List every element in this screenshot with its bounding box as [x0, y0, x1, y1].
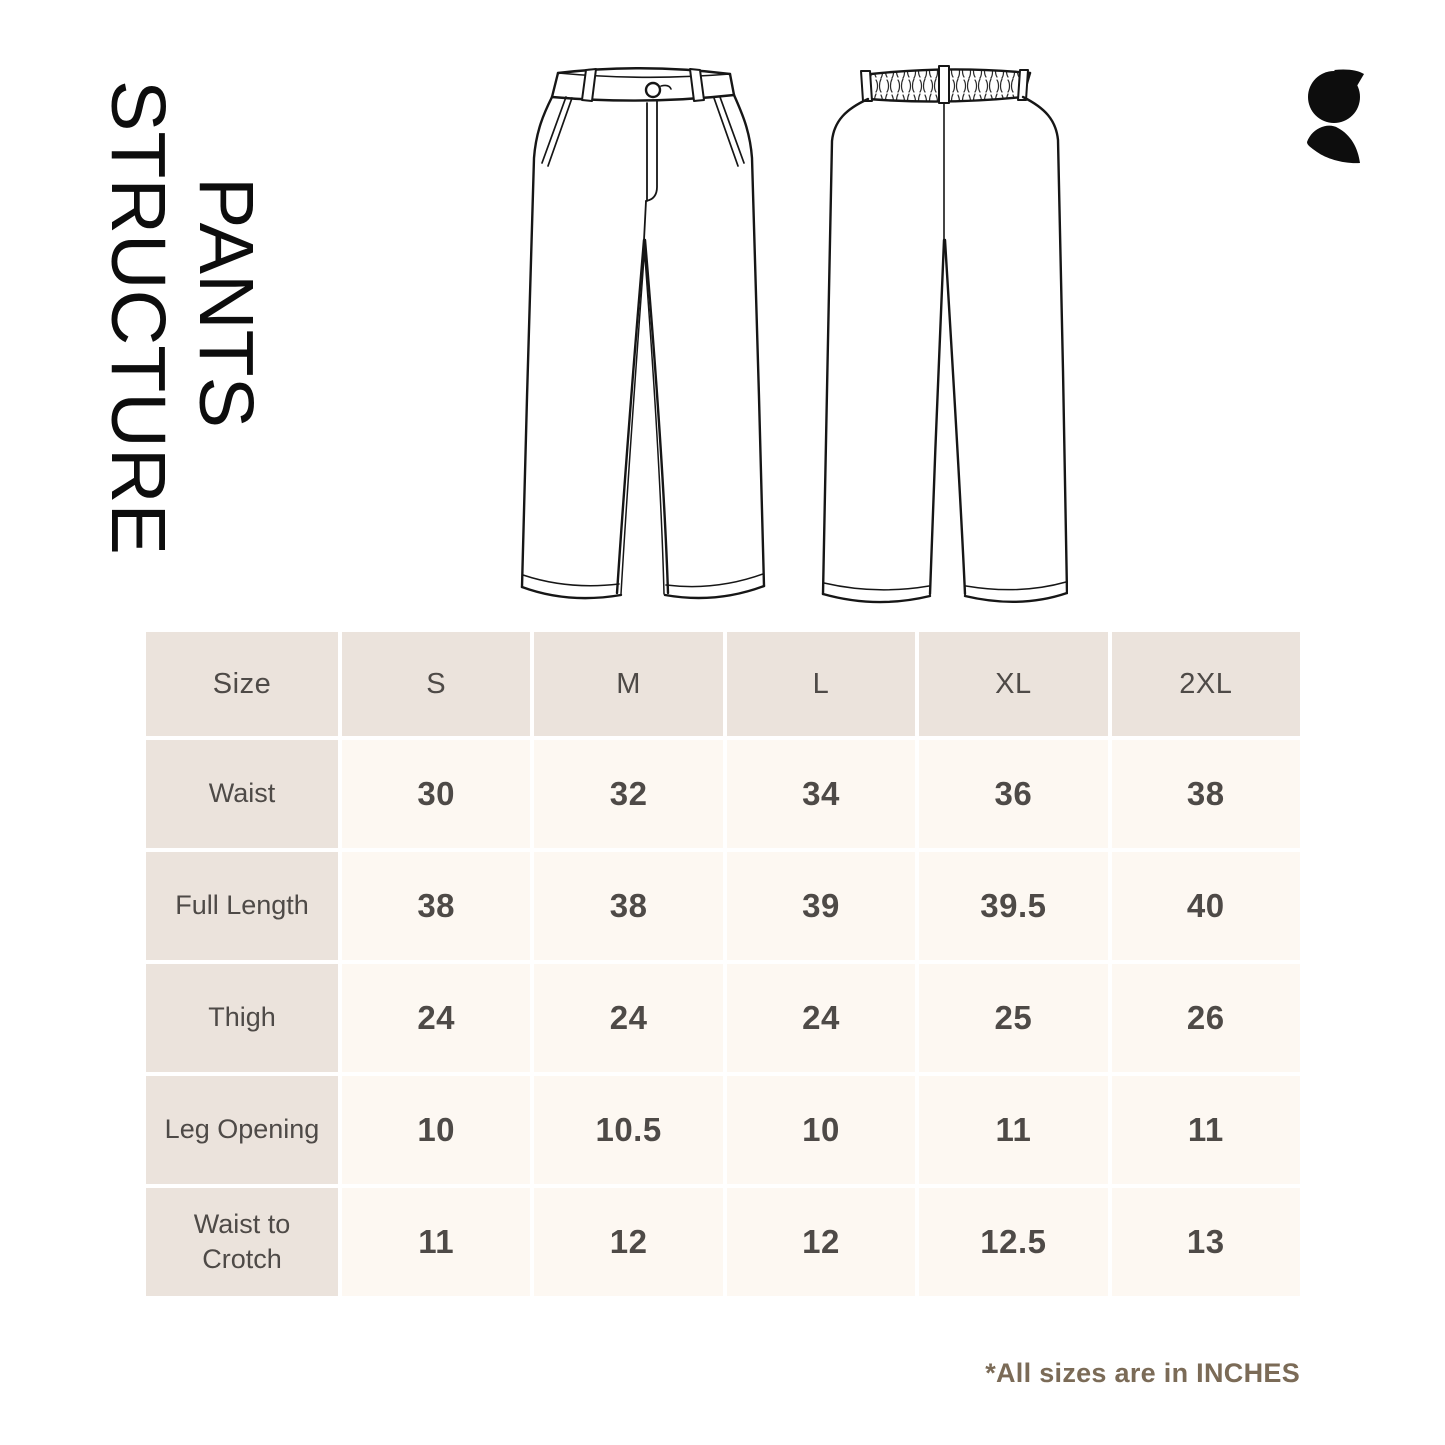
row-label-leg-opening: Leg Opening	[146, 1076, 338, 1184]
waist-to-crotch-xl: 12.5	[919, 1188, 1107, 1296]
page-title	[70, 40, 280, 620]
row-label-waist: Waist	[146, 740, 338, 848]
waist-to-crotch-l: 12	[727, 1188, 915, 1296]
pants-back-sketch-icon	[818, 63, 1068, 608]
pants-front-sketch-icon	[518, 63, 768, 608]
full-length-m: 38	[534, 852, 722, 960]
thigh-s: 24	[342, 964, 530, 1072]
waist-l: 34	[727, 740, 915, 848]
col-header-2xl: 2XL	[1112, 632, 1300, 736]
full-length-xl: 39.5	[919, 852, 1107, 960]
full-length-s: 38	[342, 852, 530, 960]
col-header-l: L	[727, 632, 915, 736]
waist-to-crotch-m: 12	[534, 1188, 722, 1296]
thigh-2xl: 26	[1112, 964, 1300, 1072]
col-header-s: S	[342, 632, 530, 736]
waist-s: 30	[342, 740, 530, 848]
brand-leaf-logo-icon	[1302, 66, 1374, 176]
thigh-xl: 25	[919, 964, 1107, 1072]
title-line-pants: PANTS	[183, 177, 269, 429]
col-header-m: M	[534, 632, 722, 736]
leg-opening-2xl: 11	[1112, 1076, 1300, 1184]
row-label-thigh: Thigh	[146, 964, 338, 1072]
col-header-xl: XL	[919, 632, 1107, 736]
waist-xl: 36	[919, 740, 1107, 848]
thigh-l: 24	[727, 964, 915, 1072]
full-length-2xl: 40	[1112, 852, 1300, 960]
size-chart-table	[146, 632, 1300, 1296]
thigh-m: 24	[534, 964, 722, 1072]
full-length-l: 39	[727, 852, 915, 960]
row-label-full-length: Full Length	[146, 852, 338, 960]
row-label-waist-to-crotch: Waist to Crotch	[146, 1188, 338, 1296]
waist-to-crotch-s: 11	[342, 1188, 530, 1296]
title-line-structure: STRUCTURE	[95, 80, 181, 555]
leg-opening-s: 10	[342, 1076, 530, 1184]
leg-opening-l: 10	[727, 1076, 915, 1184]
leg-opening-xl: 11	[919, 1076, 1107, 1184]
units-footnote: *All sizes are in INCHES	[985, 1358, 1300, 1388]
waist-to-crotch-2xl: 13	[1112, 1188, 1300, 1296]
waist-m: 32	[534, 740, 722, 848]
col-header-size: Size	[146, 632, 338, 736]
leg-opening-m: 10.5	[534, 1076, 722, 1184]
waist-2xl: 38	[1112, 740, 1300, 848]
